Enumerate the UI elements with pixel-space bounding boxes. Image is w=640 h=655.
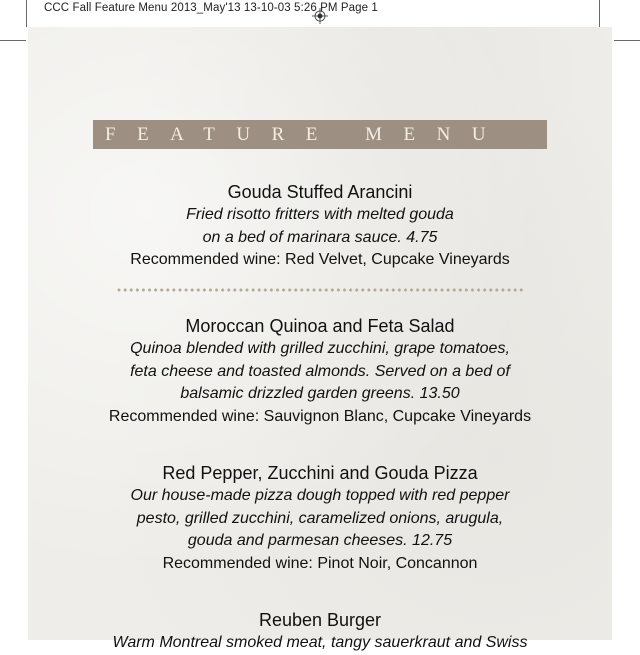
item-description-line: Fried risotto fritters with melted gouda bbox=[186, 206, 454, 223]
item-name: Reuben Burger bbox=[258, 610, 382, 630]
menu-item-pizza bbox=[28, 461, 612, 575]
crop-mark-left-vertical bbox=[26, 0, 27, 27]
item-description-line: gouda and parmesan cheeses. 12.75 bbox=[187, 532, 453, 549]
menu-item-quinoa-salad bbox=[28, 314, 612, 428]
menu-item-reuben-burger bbox=[28, 608, 612, 655]
item-description-line: feta cheese and toasted almonds. Served on a bed of bbox=[130, 362, 510, 380]
item-name: Red Pepper, Zucchini and Gouda Pizza bbox=[162, 463, 478, 483]
item-description-line: Our house-made pizza dough topped with red pepper bbox=[130, 487, 510, 504]
item-wine-pairing: Recommended wine: Red Velvet, Cupcake Vineyards bbox=[130, 251, 510, 268]
feature-menu-banner bbox=[93, 120, 547, 149]
banner-title: FEATURE MENU bbox=[105, 123, 508, 145]
crop-mark-right-vertical bbox=[599, 0, 600, 27]
item-description-line: on a bed of marinara sauce. 4.75 bbox=[202, 228, 438, 246]
menu-item-arancini bbox=[28, 180, 612, 272]
dotted-divider bbox=[116, 287, 524, 293]
item-description-line: Quinoa blended with grilled zucchini, grape tomatoes, bbox=[130, 340, 510, 357]
print-slug-line: CCC Fall Feature Menu 2013_May'13 13-10-03 5:26 PM Page 1 bbox=[44, 2, 378, 14]
item-name: Moroccan Quinoa and Feta Salad bbox=[185, 316, 455, 336]
crop-mark-right-horizontal bbox=[614, 40, 640, 41]
registration-mark-icon bbox=[312, 8, 328, 24]
item-description-line: pesto, grilled zucchini, caramelized onions, arugula, bbox=[136, 509, 504, 527]
item-name: Gouda Stuffed Arancini bbox=[227, 182, 413, 202]
crop-mark-left-horizontal bbox=[0, 40, 26, 41]
item-description-line: balsamic drizzled garden greens. 13.50 bbox=[180, 385, 460, 402]
item-wine-pairing: Recommended wine: Pinot Noir, Concannon bbox=[162, 554, 478, 572]
item-wine-pairing: Recommended wine: Sauvignon Blanc, Cupcake Vineyards bbox=[108, 407, 532, 425]
item-description-line: Warm Montreal smoked meat, tangy sauerkraut and Swiss bbox=[112, 634, 528, 651]
